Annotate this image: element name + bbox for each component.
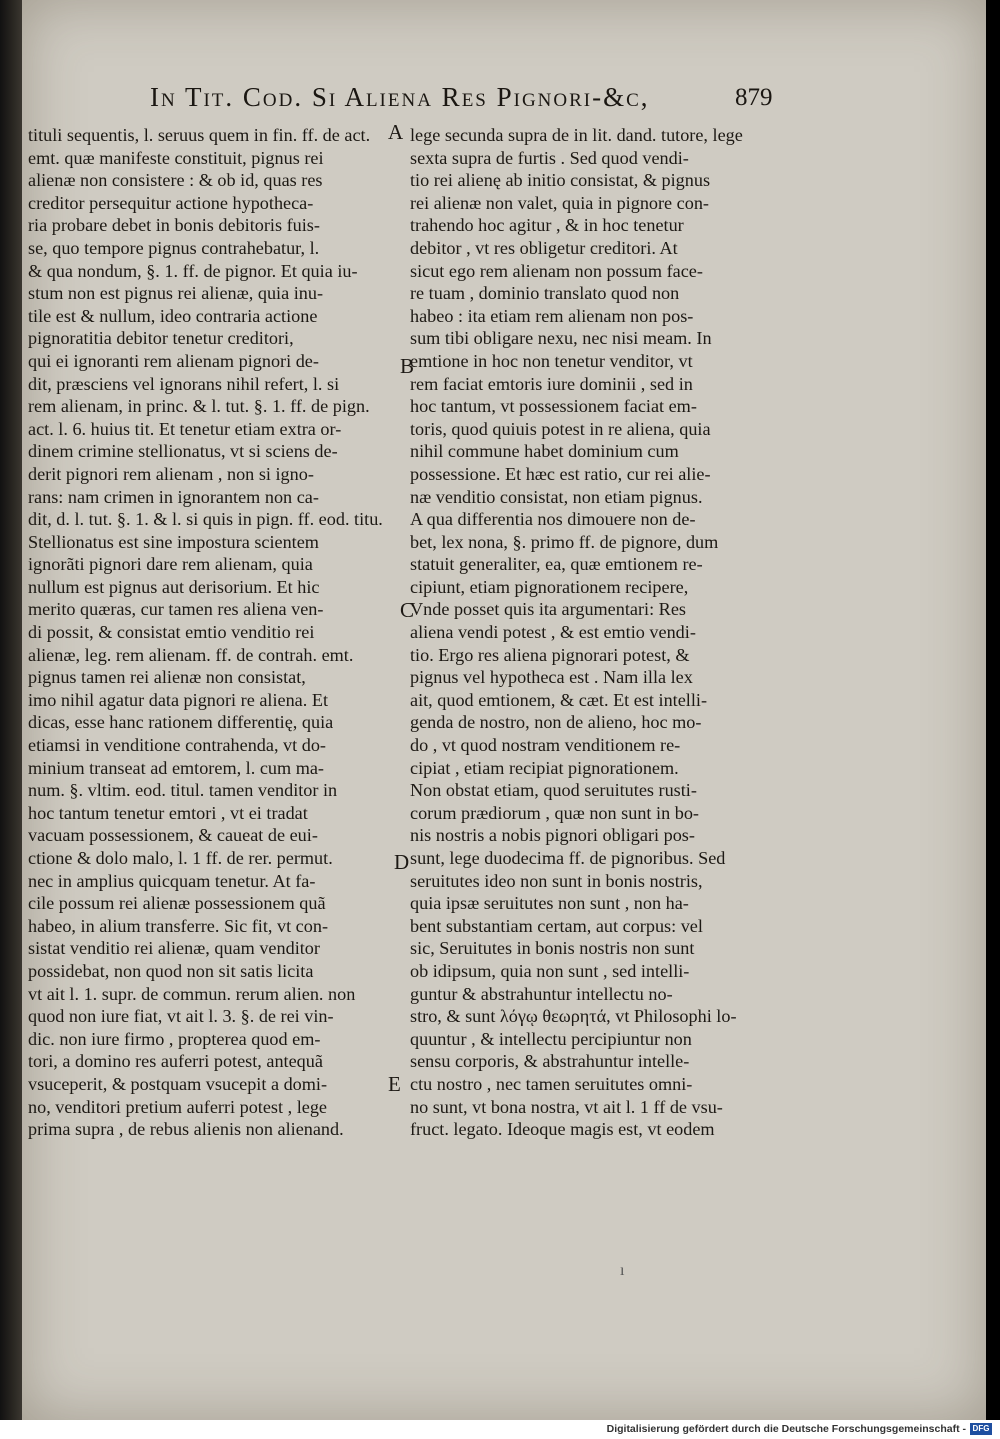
right-column-line: corum prædiorum , quæ non sunt in bo-: [410, 802, 699, 823]
right-column-line: tio. Ergo res aliena pignorari potest, &: [410, 644, 690, 665]
right-column-line: quia ipsæ seruitutes non sunt , non ha-: [410, 893, 689, 914]
left-column-line: act. l. 6. huius tit. Et tenetur etiam extra or-: [28, 418, 342, 439]
right-column-line: ait, quod emtionem, & cæt. Et est intelli-: [410, 689, 708, 710]
left-column-line: rans: nam crimen in ignorantem non ca-: [28, 486, 319, 507]
left-column-line: num. §. vltim. eod. titul. tamen venditor in: [28, 780, 338, 801]
left-column-line: vacuam possessionem, & caueat de eui-: [28, 825, 318, 846]
left-column-line: imo nihil agatur data pignori re aliena. Et: [28, 689, 328, 710]
left-column-line: & qua nondum, §. 1. ff. de pignor. Et quia iu-: [28, 260, 358, 281]
right-column-line: do , vt quod nostram venditionem re-: [410, 735, 681, 756]
right-column-line: bent substantiam certam, aut corpus: vel: [410, 915, 703, 936]
margin-letter-d: D: [394, 850, 410, 874]
left-column-line: dinem crimine stellionatus, vt si sciens de-: [28, 441, 338, 462]
right-column-line: cipiunt, etiam pignorationem recipere,: [410, 576, 689, 597]
right-column-line: A qua differentia nos dimouere non de-: [410, 509, 696, 530]
running-title: In Tit. Cod. Si Aliena Res Pignori-&c,: [150, 82, 650, 112]
left-column-line: dicas, esse hanc rationem differentię, quia: [28, 712, 334, 733]
right-column-line: pignus vel hypotheca est . Nam illa lex: [410, 667, 693, 688]
left-column-line: tile est & nullum, ideo contraria actione: [28, 305, 318, 326]
left-column-line: hoc tantum tenetur emtori , vt ei tradat: [28, 802, 308, 823]
left-column-line: nec in amplius quicquam tenetur. At fa-: [28, 870, 316, 891]
right-column-line: nis nostris a nobis pignori obligari pos-: [410, 825, 695, 846]
left-column-line: ria probare debet in bonis debitoris fuis-: [28, 215, 320, 236]
right-column-line: fruct. legato. Ideoque magis est, vt eodem: [410, 1119, 715, 1140]
book-gutter-edge: [0, 0, 22, 1420]
right-column-line: hoc tantum, vt possessionem faciat em-: [410, 396, 697, 417]
left-column-line: sistat venditio rei alienæ, quam venditor: [28, 938, 320, 959]
right-column-line: toris, quod quiuis potest in re aliena, quia: [410, 418, 711, 439]
left-column-line: pignus tamen rei alienæ non consistat,: [28, 667, 306, 688]
left-column-line: tori, a domino res auferri potest, antequã: [28, 1051, 323, 1072]
left-column-line: ctione & dolo malo, l. 1 ff. de rer. permut.: [28, 848, 333, 868]
right-column-line: cipiat , etiam recipiat pignorationem.: [410, 757, 679, 778]
left-column-line: emt. quæ manifeste constituit, pignus rei: [28, 147, 324, 168]
footer-credit: Digitalisierung gefördert durch die Deutsche Forschungsgemeinschaft -: [606, 1423, 966, 1435]
left-column-line: dic. non iure firmo , propterea quod em-: [28, 1028, 321, 1049]
right-column-line: aliena vendi potest , & est emtio vendi-: [410, 622, 696, 643]
right-column-line: ctu nostro , nec tamen seruitutes omni-: [410, 1073, 693, 1094]
left-column-line: merito quæras, cur tamen res aliena ven-: [28, 599, 324, 620]
margin-letter-c: C: [400, 598, 415, 622]
right-column-line: sensu corporis, & abstrahuntur intelle-: [410, 1051, 690, 1072]
left-column-line: vsuceperit, & postquam vsucepit a domi-: [28, 1073, 328, 1094]
right-column-line: debitor , vt res obligetur creditori. At: [410, 237, 678, 258]
left-column-line: Stellionatus est sine impostura scientem: [28, 531, 319, 552]
left-column-line: nullum est pignus aut derisorium. Et hic: [28, 576, 320, 597]
right-column-line: quuntur , & intellectu percipiuntur non: [410, 1028, 692, 1049]
right-column-line: rei alienæ non valet, quia in pignore con-: [410, 192, 709, 213]
right-column-line: bet, lex nona, §. primo ff. de pignore, dum: [410, 531, 719, 552]
margin-letter-e: E: [388, 1072, 401, 1096]
right-column-line: tio rei alienę ab initio consistat, & pignus: [410, 170, 711, 191]
right-column-line: re tuam , dominio translato quod non: [410, 283, 680, 304]
right-column-line: sunt, lege duodecima ff. de pignoribus. Sed: [410, 848, 726, 868]
left-column-line: tituli sequentis, l. seruus quem in fin. ff. de act.: [28, 125, 371, 145]
right-column-line: sexta supra de furtis . Sed quod vendi-: [410, 147, 689, 168]
right-column-line: emtione in hoc non tenetur venditor, vt: [410, 350, 693, 371]
left-column-line: ignorãti pignori dare rem alienam, quia: [28, 554, 313, 575]
right-column-line: habeo : ita etiam rem alienam non pos-: [410, 305, 694, 326]
left-column-line: prima supra , de rebus alienis non alienand.: [28, 1119, 344, 1140]
right-column-line: sic, Seruitutes in bonis nostris non sunt: [410, 938, 695, 959]
right-text-column: [410, 124, 782, 1141]
left-column-line: di possit, & consistat emtio venditio rei: [28, 622, 315, 643]
left-column-line: dit, d. l. tut. §. 1. & l. si quis in pign. ff. eod. titu.: [28, 509, 383, 530]
right-column-line: ob idipsum, quia non sunt , sed intelli-: [410, 960, 690, 981]
left-column-line: habeo, in alium transferre. Sic fit, vt con-: [28, 915, 328, 936]
right-column-line: statuit generaliter, ea, quæ emtionem re-: [410, 554, 703, 575]
left-column-line: rem alienam, in princ. & l. tut. §. 1. ff. de pign.: [28, 396, 370, 417]
right-column-line: rem faciat emtoris iure dominii , sed in: [410, 373, 693, 394]
left-column-line: se, quo tempore pignus contrahebatur, l.: [28, 237, 320, 258]
right-column-line: Non obstat etiam, quod seruitutes rusti-: [410, 780, 697, 801]
left-column-line: no, venditori pretium auferri potest , lege: [28, 1096, 327, 1117]
folio-number: 879: [735, 84, 773, 111]
left-column-line: qui ei ignoranti rem alienam pignori de-: [28, 350, 319, 371]
right-column-line: nihil commune habet dominium cum: [410, 441, 679, 462]
signature-mark: ı: [620, 1262, 625, 1279]
left-column-line: derit pignori rem alienam , non si igno-: [28, 463, 314, 484]
margin-letter-b: B: [400, 354, 415, 378]
right-column-line: possessione. Et hæc est ratio, cur rei alie-: [410, 463, 711, 484]
right-column-line: trahendo hoc agitur , & in hoc tenetur: [410, 215, 684, 236]
left-column-line: alienæ non consistere : & ob id, quas res: [28, 170, 323, 191]
left-column-line: minium transeat ad emtorem, l. cum ma-: [28, 757, 324, 778]
left-text-column: [28, 124, 388, 1141]
dfg-logo: DFG: [970, 1423, 992, 1435]
left-column-line: stum non est pignus rei alienæ, quia inu-: [28, 283, 324, 304]
left-column-line: alienæ, leg. rem alienam. ff. de contrah. emt.: [28, 644, 354, 665]
left-column-line: vt ait l. 1. supr. de commun. rerum alien. non: [28, 983, 356, 1004]
margin-letter-a: A: [388, 120, 404, 144]
right-column-line: sum tibi obligare nexu, nec nisi meam. In: [410, 328, 712, 349]
left-column-line: creditor persequitur actione hypotheca-: [28, 192, 314, 213]
right-column-line: Vnde posset quis ita argumentari: Res: [410, 599, 686, 620]
right-column-line: seruitutes ideo non sunt in bonis nostris,: [410, 870, 703, 891]
right-column-line: no sunt, vt bona nostra, vt ait l. 1 ff de vsu-: [410, 1096, 723, 1117]
left-column-line: possidebat, non quod non sit satis licita: [28, 960, 314, 981]
right-column-line: sicut ego rem alienam non possum face-: [410, 260, 703, 281]
right-column-line: næ venditio consistat, non etiam pignus.: [410, 486, 703, 507]
left-column-line: pignoratitia debitor tenetur creditori,: [28, 328, 294, 349]
right-column-line: lege secunda supra de in lit. dand. tutore, lege: [410, 125, 743, 145]
left-column-line: etiamsi in venditione contrahenda, vt do-: [28, 735, 326, 756]
left-column-line: dit, præsciens vel ignorans nihil refert, l. si: [28, 373, 340, 394]
left-column-line: cile possum rei alienæ possessionem quã: [28, 893, 326, 914]
left-column-line: quod non iure fiat, vt ait l. 3. §. de rei vin-: [28, 1006, 334, 1027]
right-column-line: guntur & abstrahuntur intellectu no-: [410, 983, 673, 1004]
right-column-line: genda de nostro, non de alieno, hoc mo-: [410, 712, 702, 733]
right-column-line: stro, & sunt λόγῳ θεωρητά, vt Philosophi lo-: [410, 1006, 737, 1027]
